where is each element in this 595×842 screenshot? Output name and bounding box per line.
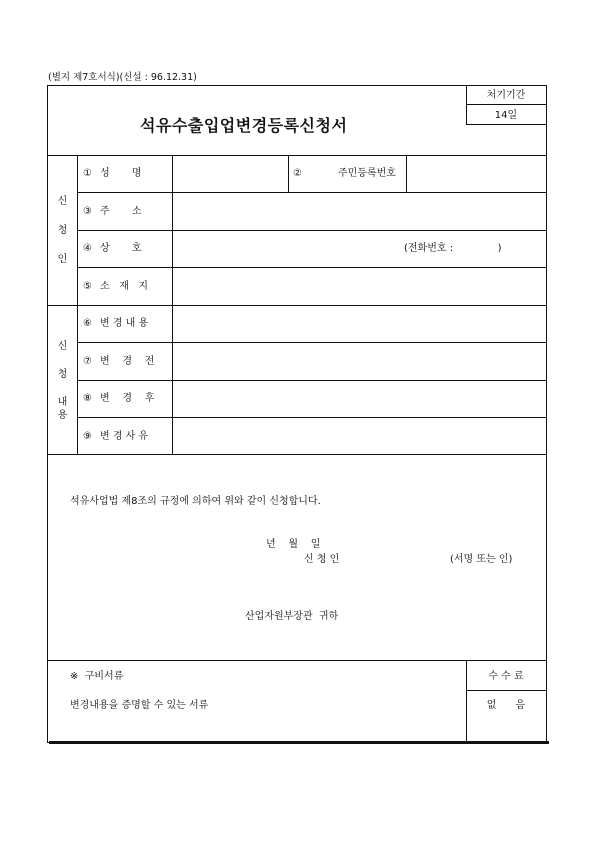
address-num: ③	[83, 206, 92, 217]
fee-label: 수 수 료	[488, 671, 524, 682]
phone-field: (전화번호 : )	[404, 243, 502, 254]
section-divider	[77, 155, 78, 454]
applicant-section-char: 인	[57, 254, 68, 265]
row-line	[77, 192, 546, 193]
rrn-divider	[288, 155, 289, 192]
declaration-statement: 석유사업법 제8조의 규정에 의하여 위와 같이 신청합니다.	[70, 496, 321, 507]
change-content-num: ⑥	[83, 318, 92, 329]
trade-name-label: 상 호	[100, 243, 142, 254]
row-line	[77, 417, 546, 418]
processing-label: 처기기간	[486, 90, 526, 101]
applicant-section-char: 신	[57, 196, 68, 207]
form-code: (별지 제7호서식)(신설 : 96.12.31)	[48, 72, 197, 83]
fee-value: 없 음	[486, 700, 526, 711]
address-label: 주 소	[100, 206, 142, 217]
content-section-char: 용	[57, 410, 68, 421]
content-section-char: 청	[57, 369, 68, 380]
rrn-value-divider	[406, 155, 407, 192]
row-line	[77, 342, 546, 343]
processing-box-mid	[466, 104, 546, 105]
row-line	[48, 305, 546, 306]
row-line	[48, 155, 546, 156]
trade-name-num: ④	[83, 243, 92, 254]
applicant-section-char: 청	[57, 225, 68, 236]
declaration-applicant: 신 청 인	[304, 554, 340, 565]
location-num: ⑤	[83, 281, 92, 292]
frame-shadow	[49, 741, 549, 744]
row-line	[77, 380, 546, 381]
declaration-recipient: 산업자원부장관 귀하	[245, 611, 339, 622]
page-title: 석유수출입업변경등록신청서	[140, 116, 348, 135]
rrn-label: 주민등록번호	[338, 168, 396, 179]
declaration-date: 년 월 일	[266, 539, 321, 550]
name-num: ①	[83, 168, 92, 179]
row-line	[48, 454, 546, 455]
rrn-num: ②	[293, 168, 302, 179]
content-section-char: 신	[57, 341, 68, 352]
after-num: ⑧	[83, 393, 92, 404]
before-label: 변 경 전	[100, 356, 155, 367]
declaration-sign: (서명 또는 인)	[450, 554, 513, 565]
content-section-char: 내	[57, 397, 68, 408]
row-line	[48, 660, 546, 661]
reason-num: ⑨	[83, 431, 92, 442]
documents-heading: ※ 구비서류	[70, 671, 124, 682]
processing-value: 14일	[494, 110, 518, 121]
name-label: 성 명	[100, 168, 142, 179]
form-frame	[47, 85, 547, 743]
after-label: 변 경 후	[100, 393, 155, 404]
before-num: ⑦	[83, 356, 92, 367]
row-line	[466, 690, 546, 691]
row-line	[77, 230, 546, 231]
location-label: 소 재 지	[100, 281, 149, 292]
change-content-label: 변 경 내 용	[100, 318, 149, 329]
documents-item: 변경내용을 증명할 수 있는 서류	[70, 700, 209, 711]
row-line	[77, 267, 546, 268]
label-divider	[172, 155, 173, 454]
reason-label: 변 경 사 유	[100, 431, 149, 442]
processing-box-bottom	[466, 124, 546, 125]
